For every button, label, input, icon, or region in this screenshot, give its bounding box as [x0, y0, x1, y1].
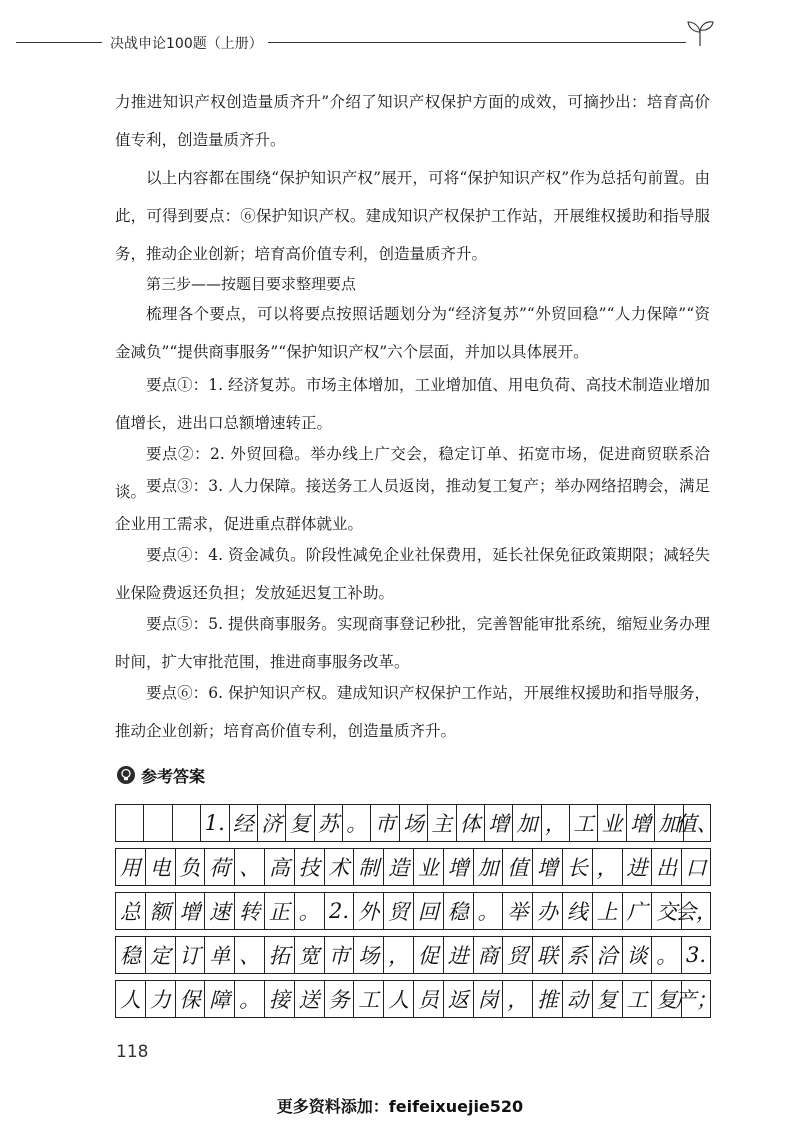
grid-cell: 广	[622, 892, 652, 930]
grid-cell: 送	[294, 980, 324, 1018]
point-5: 要点⑤：5. 提供商事服务。实现商事登记秒批，完善智能审批系统，缩短业务办理时间，扩大审批范围，推进商事服务改革。	[115, 615, 710, 671]
grid-cell: 额	[145, 892, 175, 930]
grid-cell: 复	[651, 980, 681, 1018]
grid-cell: 3.	[681, 936, 711, 974]
grid-cell: 加	[654, 804, 682, 842]
lightbulb-icon	[116, 765, 136, 785]
grid-cell: 宽	[294, 936, 324, 974]
running-header-title: 决战申论100题（上册）	[110, 36, 263, 52]
grid-cell: 用	[115, 848, 145, 886]
point-1: 要点①：1. 经济复苏。市场主体增加，工业增加值、用电负荷、高技术制造业增加值增长，进出口总额增速转正。	[115, 376, 710, 432]
grid-cell: 、	[234, 936, 264, 974]
point-4: 要点④：4. 资金减负。阶段性减免企业社保费用，延长社保免征政策期限；减轻失业保险费返还负担；发放延迟复工补助。	[115, 546, 710, 602]
grid-cell: 复	[285, 804, 313, 842]
answer-grid-row	[115, 892, 718, 930]
paragraph-2: 以上内容都在围绕“保护知识产权”展开，可将“保护知识产权”作为总括句前置。由此，可得到要点：⑥保护知识产权。建成知识产权保护工作站，开展维权援助和指导服务，推动企业创新；培育高价值专利，创造量质齐升。	[115, 169, 710, 263]
grid-cell: 1.	[200, 804, 228, 842]
grid-cell: 复	[592, 980, 622, 1018]
grid-cell: 加	[512, 804, 540, 842]
grid-cell: 加	[473, 848, 503, 886]
grid-cell: 稳	[443, 892, 473, 930]
grid-cell: 回	[413, 892, 443, 930]
grid-cell: 员	[413, 980, 443, 1018]
grid-cell: 人	[383, 980, 413, 1018]
grid-cell: 举	[502, 892, 532, 930]
grid-cell: 电	[145, 848, 175, 886]
grid-cell: 保	[175, 980, 205, 1018]
grid-cell: 长	[562, 848, 592, 886]
grid-cell: 正	[264, 892, 294, 930]
grid-cell: ，	[383, 936, 413, 974]
grid-cell: 增	[532, 848, 562, 886]
step-heading: 第三步——按题目要求整理要点	[146, 275, 357, 293]
grid-cell: 拓	[264, 936, 294, 974]
grid-cell: 业	[597, 804, 625, 842]
grid-cell: 场	[353, 936, 383, 974]
grid-cell	[115, 804, 143, 842]
grid-cell: 办	[532, 892, 562, 930]
grid-cell: 。	[342, 804, 370, 842]
grid-cell: 动	[562, 980, 592, 1018]
grid-cell: 系	[562, 936, 592, 974]
grid-cell: 订	[175, 936, 205, 974]
grid-cell: 荷	[204, 848, 234, 886]
grid-cell: 定	[145, 936, 175, 974]
answer-grid-row	[115, 980, 718, 1018]
grid-cell: 障	[204, 980, 234, 1018]
grid-cell: 值	[502, 848, 532, 886]
grid-cell: 增	[443, 848, 473, 886]
grid-cell: 高	[264, 848, 294, 886]
page-number: 118	[116, 1042, 149, 1062]
footer-contact: 更多资料添加：feifeixuejie520	[276, 1097, 524, 1116]
grid-cell: 稳	[115, 936, 145, 974]
grid-cell: 增	[626, 804, 654, 842]
grid-cell: 力	[145, 980, 175, 1018]
grid-cell: 市	[324, 936, 354, 974]
grid-cell: 岗	[473, 980, 503, 1018]
grid-cell: 苏	[314, 804, 342, 842]
grid-cell: ，	[502, 980, 532, 1018]
grid-cell: 技	[294, 848, 324, 886]
grid-cell: 商	[473, 936, 503, 974]
grid-cell: 人	[115, 980, 145, 1018]
grid-cell: 贸	[502, 936, 532, 974]
grid-cell: 市	[370, 804, 398, 842]
grid-cell: 工	[569, 804, 597, 842]
grid-cell: 2.	[324, 892, 354, 930]
paragraph-1: 力推进知识产权创造量质齐升”介绍了知识产权保护方面的成效，可摘抄出：培育高价值专利，创造量质齐升。	[115, 93, 710, 149]
grid-cell: 单	[204, 936, 234, 974]
answer-grid-row	[115, 848, 711, 886]
grid-cell: 场	[399, 804, 427, 842]
grid-cell: 体	[456, 804, 484, 842]
header-rule-right	[268, 42, 686, 43]
grid-cell: 出	[651, 848, 681, 886]
grid-cell: 工	[353, 980, 383, 1018]
grid-cell: 上	[592, 892, 622, 930]
grid-cell: 线	[562, 892, 592, 930]
grid-cell: ，	[541, 804, 569, 842]
grid-cell: 造	[383, 848, 413, 886]
grid-cell: 制	[353, 848, 383, 886]
grid-cell: 产；	[681, 980, 711, 1018]
sprout-icon	[684, 18, 716, 48]
point-2: 要点②：2. 外贸回稳。举办线上广交会，稳定订单、拓宽市场，促进商贸联系洽谈。	[115, 445, 710, 501]
grid-cell: 主	[427, 804, 455, 842]
grid-cell: 交	[651, 892, 681, 930]
grid-cell: 。	[294, 892, 324, 930]
grid-cell: 贸	[383, 892, 413, 930]
grid-cell: 、	[234, 848, 264, 886]
grid-cell: ，	[592, 848, 622, 886]
grid-cell: 总	[115, 892, 145, 930]
grid-cell: 济	[257, 804, 285, 842]
grid-cell: 会，	[681, 892, 711, 930]
grid-cell: 洽	[592, 936, 622, 974]
grid-cell: 业	[413, 848, 443, 886]
grid-cell: 返	[443, 980, 473, 1018]
answer-grid-row	[115, 804, 718, 842]
grid-cell: 经	[229, 804, 257, 842]
grid-cell: 工	[622, 980, 652, 1018]
grid-cell	[172, 804, 200, 842]
grid-cell: 负	[175, 848, 205, 886]
grid-cell: 谈	[622, 936, 652, 974]
grid-cell: 增	[175, 892, 205, 930]
grid-cell: 。	[651, 936, 681, 974]
grid-cell: 联	[532, 936, 562, 974]
grid-cell: 进	[443, 936, 473, 974]
point-6: 要点⑥：6. 保护知识产权。建成知识产权保护工作站，开展维权援助和指导服务，推动企业创新；培育高价值专利，创造量质齐升。	[115, 684, 710, 740]
grid-cell: 接	[264, 980, 294, 1018]
paragraph-3: 梳理各个要点，可以将要点按照话题划分为“经济复苏”“外贸回稳”“人力保障”“资金减负”“提供商事服务”“保护知识产权”六个层面，并加以具体展开。	[115, 305, 710, 361]
grid-cell	[143, 804, 171, 842]
grid-cell: 增	[484, 804, 512, 842]
header-rule-left	[16, 42, 102, 43]
answer-grid-row	[115, 936, 711, 974]
grid-cell: 。	[234, 980, 264, 1018]
grid-cell: 转	[234, 892, 264, 930]
grid-cell: 速	[204, 892, 234, 930]
grid-cell: 术	[324, 848, 354, 886]
grid-cell: 务	[324, 980, 354, 1018]
grid-cell: 促	[413, 936, 443, 974]
grid-cell: 值、	[683, 804, 711, 842]
grid-cell: 进	[622, 848, 652, 886]
grid-cell: 口	[681, 848, 711, 886]
point-3: 要点③：3. 人力保障。接送务工人员返岗，推动复工复产；举办网络招聘会，满足企业用工需求，促进重点群体就业。	[115, 477, 710, 533]
grid-cell: 。	[473, 892, 503, 930]
grid-cell: 推	[532, 980, 562, 1018]
grid-cell: 外	[353, 892, 383, 930]
answer-heading: 参考答案	[141, 767, 206, 786]
